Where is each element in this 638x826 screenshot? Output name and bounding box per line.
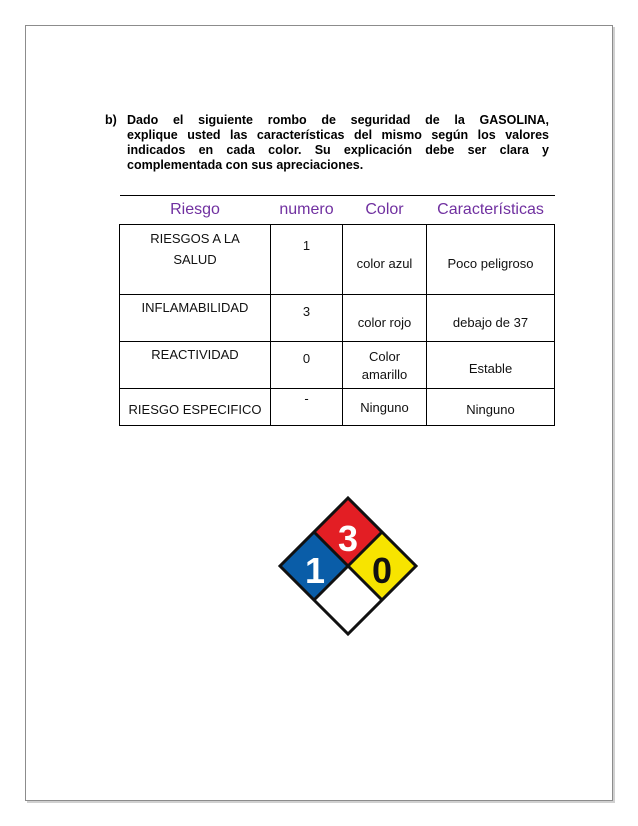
riesgo-line-1: RIESGO ESPECIFICO	[128, 402, 262, 417]
question-marker: b)	[105, 113, 117, 127]
color-line-2: amarillo	[361, 367, 408, 382]
cell-color	[343, 342, 427, 389]
question-line-2: explique usted las características del mismo según los valores	[127, 128, 549, 142]
cell-numero	[271, 295, 343, 342]
numero-value: 0	[302, 351, 311, 366]
cell-numero	[271, 389, 343, 426]
riesgo-line-2: SALUD	[173, 252, 217, 267]
header-numero: numero	[271, 196, 343, 225]
riesgo-line-1: INFLAMABILIDAD	[141, 300, 249, 315]
header-caracteristicas: Características	[427, 196, 555, 225]
riesgo-line-1: REACTIVIDAD	[151, 347, 239, 362]
cell-riesgo	[120, 295, 271, 342]
header-riesgo: Riesgo	[120, 196, 271, 225]
table-row	[120, 342, 555, 389]
question-line-3: indicados en cada color. Su explicación debe ser clara y	[127, 143, 549, 157]
color-line-1: Color	[368, 349, 401, 364]
cell-color	[343, 225, 427, 295]
cell-riesgo	[120, 225, 271, 295]
risk-table	[119, 195, 555, 426]
caracteristicas-value: debajo de 37	[452, 315, 529, 330]
cell-caracteristicas	[427, 389, 555, 426]
table-row	[120, 225, 555, 295]
caracteristicas-value: Poco peligroso	[447, 256, 534, 271]
question-line-4: complementada con sus apreciaciones.	[127, 158, 364, 172]
color-value: color rojo	[357, 315, 412, 330]
question-text	[127, 113, 549, 173]
cell-caracteristicas	[427, 225, 555, 295]
cell-color	[343, 389, 427, 426]
table-row	[120, 295, 555, 342]
cell-riesgo	[120, 389, 271, 426]
cell-numero	[271, 225, 343, 295]
diamond-right-value: 0	[371, 550, 393, 591]
cell-riesgo	[120, 342, 271, 389]
header-color: Color	[343, 196, 427, 225]
nfpa-diamond	[277, 495, 419, 637]
nfpa-diamond-graphic	[277, 495, 419, 637]
diamond-top-value: 3	[337, 518, 359, 559]
question-line-1: Dado el siguiente rombo de seguridad de la GASOLINA,	[127, 113, 549, 127]
cell-caracteristicas	[427, 295, 555, 342]
cell-numero	[271, 342, 343, 389]
cell-caracteristicas	[427, 342, 555, 389]
table-header-row	[120, 196, 555, 225]
caracteristicas-value: Ninguno	[466, 402, 515, 417]
numero-value: -	[304, 391, 309, 406]
table-row	[120, 389, 555, 426]
color-value: Ninguno	[360, 400, 409, 415]
numero-value: 3	[302, 304, 311, 319]
cell-color	[343, 295, 427, 342]
numero-value: 1	[302, 238, 311, 253]
riesgo-line-1: RIESGOS A LA	[150, 231, 240, 246]
diamond-left-value: 1	[304, 550, 326, 591]
caracteristicas-value: Estable	[468, 361, 513, 376]
color-value: color azul	[356, 256, 413, 271]
